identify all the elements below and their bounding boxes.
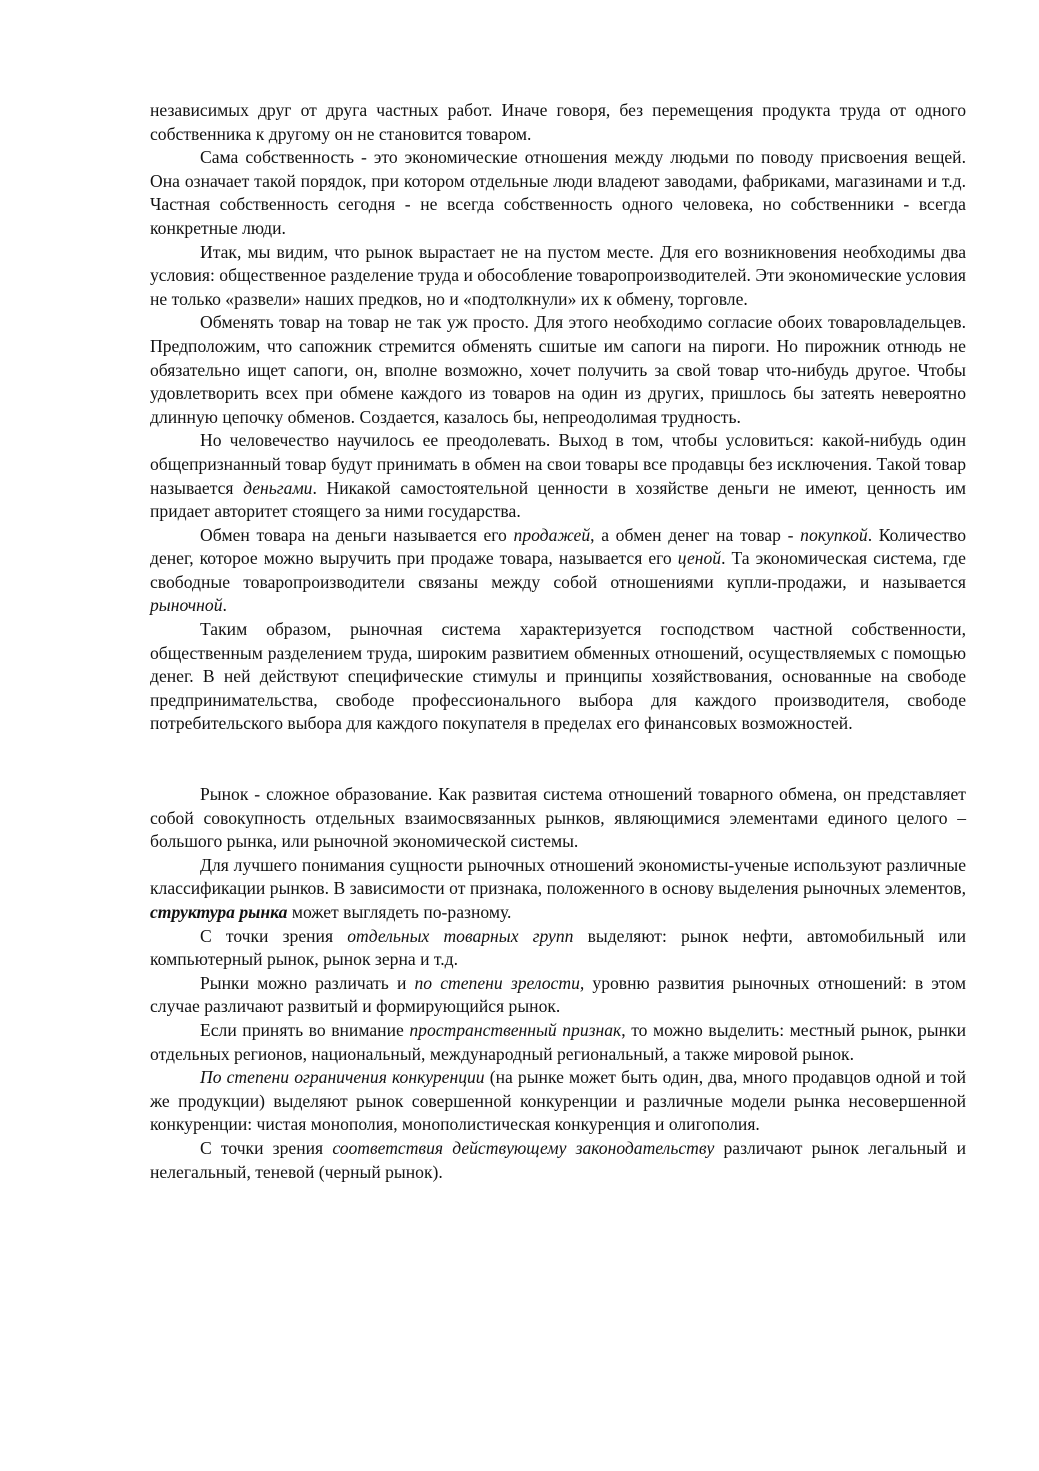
italic-term: пространственный признак [409,1019,622,1040]
text-run: , то можно выделить: местный рынок, рынки отдельных регионов, национальный, международный региональный, а также мировой рынок. [150,1019,967,1064]
text-run: независимых друг от друга частных работ. Иначе говоря, без перемещения продукта труда от одного собственника к другому он не становится товаром. [150,100,966,144]
paragraph [150,429,966,523]
text-run: С точки зрения [200,925,348,946]
document-page [150,99,966,1184]
paragraph-gap [150,736,966,783]
italic-term: рыночной [150,595,223,616]
italic-term: деньгами [243,477,313,498]
paragraph [150,99,966,146]
paragraph [150,146,966,240]
italic-term: покупкой [800,524,868,545]
paragraph [150,524,966,618]
bold-italic-term: структура рынка [150,902,288,922]
text-run: Для лучшего понимания сущности рыночных отношений экономисты-ученые используют различные классификации рынков. В зависимости от признака, положенного в основу выделения рыночных элементов, [150,854,966,899]
text-run: . Та экономическая система, где свободные товаропроизводители связаны между собой отношениями купли-продажи, и называется [150,548,966,592]
italic-term: по степени зрелости, [414,972,585,993]
paragraph [150,1137,966,1184]
text-run: Таким образом, рыночная система характеризуется господством частной собственности, общественным разделением труда, широким развитием обменных отношений, осуществляемых с помощью денег. В ней действуют специфические стимулы и принципы хозяйствования, основанные на свободе предпринимательства, свободе профессионального выбора для каждого производителя, свободе потребительского выбора для каждого покупателя в пределах его финансовых возможностей. [150,619,966,734]
text-run: , а обмен денег на товар - [590,524,801,545]
italic-term: продажей [513,524,591,545]
paragraph [150,972,966,1019]
text-run: . [222,595,227,616]
text-run: уровню развития рыночных отношений: в этом случае различают развитый и формирующийся рынок. [150,972,966,1017]
text-run: . Количество денег, которое можно выручить при продаже товара, называется его [150,524,966,569]
text-run: . Никакой самостоятельной ценности в хозяйстве деньги не имеют, ценность им придает авторитет стоящего за ними государства. [150,477,966,522]
italic-term: ценой [677,548,722,569]
text-run: Рынок - сложное образование. Как развитая система отношений товарного обмена, он представляет собой совокупность отдельных взаимосвязанных рынков, являющимися элементами единого целого – большого рынка, или рыночной экономической системы. [150,784,966,852]
italic-term: По степени ограничения конкуренции [200,1067,485,1088]
paragraph [150,783,966,854]
paragraph [150,618,966,736]
text-run: Но человечество научилось ее преодолевать. Выход в том, чтобы условиться: какой-нибудь один общепризнанный товар будут принимать в обмен на свои товары все продавцы без исключения. Такой товар называется [150,430,966,498]
text-run: Итак, мы видим, что рынок вырастает не на пустом месте. Для его возникновения необходимы два условия: общественное разделение труда и обособление товаропроизводителей. Эти экономические условия не только «развели» наших предков, но и «подтолкнули» их к обмену, торговле. [150,241,966,309]
text-run: Обмен товара на деньги называется его [200,524,514,545]
paragraph [150,1019,966,1066]
text-run: Обменять товар на товар не так уж просто. Для этого необходимо согласие обоих товаровладельцев. Предположим, что сапожник стремится обменять сшитые им сапоги на пироги. Но пирожник отнюдь не обязательно ищет сапоги, он, вполне возможно, хочет получить за свой товар что-нибудь другое. Чтобы удовлетворить всех при обмене каждого из товаров на один из других, пришлось бы затеять невероятно длинную цепочку обменов. Создается, казалось бы, непреодолимая трудность. [150,312,966,427]
paragraph [150,1066,966,1137]
text-run: различают рынок легальный и нелегальный, теневой (черный рынок). [150,1137,966,1182]
text-run: Если принять во внимание [200,1019,410,1040]
text-run: С точки зрения [200,1137,333,1158]
text-run: выделяют: рынок нефти, автомобильный или компьютерный рынок, рынок зерна и т.д. [150,925,967,970]
italic-term: отдельных товарных групп [347,925,574,946]
text-run: (на рынке может быть один, два, много продавцов одной и той же продукции) выделяют рынок совершенной конкуренции и различные модели рынка несовершенной конкуренции: чистая монополия, монополистическая конкуренция и олигополия. [150,1067,966,1135]
text-run: Рынки можно различать и [200,972,415,993]
text-run: может выглядеть по-разному. [287,902,512,922]
paragraph [150,854,966,925]
paragraph [150,241,966,312]
italic-term: соответствия действующему законодательству [332,1137,715,1158]
text-run: Сама собственность - это экономические отношения между людьми по поводу присвоения вещей. Она означает такой порядок, при котором отдельные люди владеют заводами, фабриками, магазинами и т.д. Частная собственность сегодня - не всегда собственность одного человека, но собственники - всегда конкретные люди. [150,147,966,238]
paragraph [150,925,966,972]
paragraph [150,311,966,429]
